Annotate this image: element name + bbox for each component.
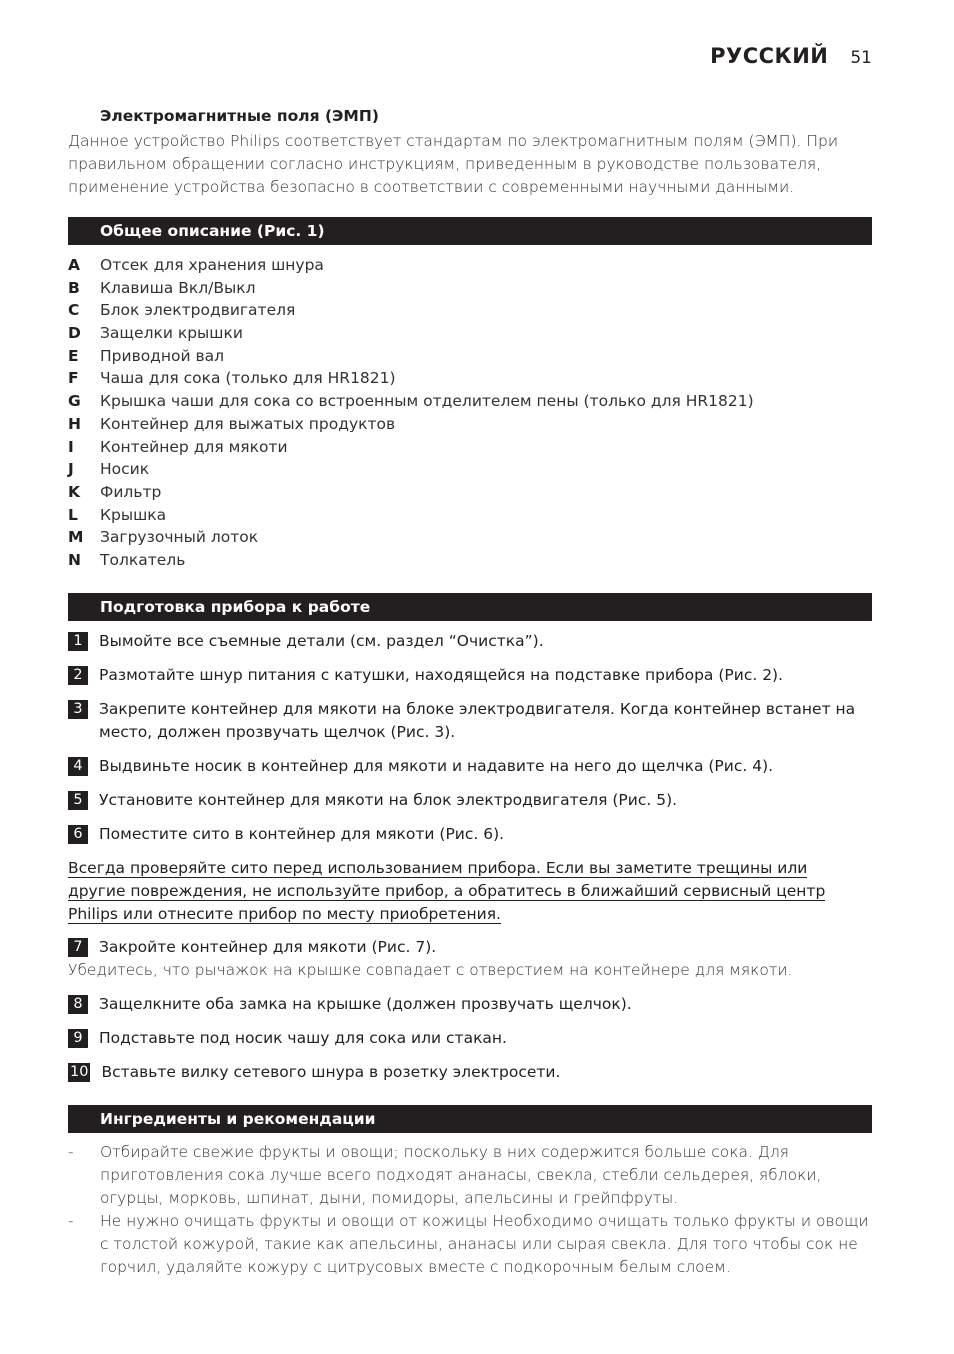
part-letter: H [68, 414, 81, 433]
warning-text: Всегда проверяйте сито перед использованием прибора. Если вы заметите трещины или другие повреждения, не используйте прибор, а обратитесь в ближайший сервисный центр Philips или отнесите прибор по месту приобретения. [68, 859, 826, 923]
step-item [68, 698, 872, 744]
section-bar-ingredients: Ингредиенты и рекомендации [68, 1105, 872, 1133]
part-text: Защелки крышки [100, 324, 243, 343]
part-text: Фильтр [100, 482, 162, 501]
part-letter: N [68, 550, 81, 569]
step-item [68, 936, 872, 959]
step-text: Защелкните оба замка на крышке (должен прозвучать щелчок). [99, 995, 632, 1013]
part-text: Носик [100, 460, 150, 479]
part-item [68, 390, 868, 413]
step-number: 2 [68, 666, 88, 685]
step-item [68, 1061, 872, 1084]
part-letter: C [68, 301, 80, 320]
part-text: Крышка чаши для сока со встроенным отделителем пены (только для HR1821) [100, 392, 754, 411]
step-text: Поместите сито в контейнер для мякоти (Рис. 6). [99, 825, 505, 843]
page-number: 51 [850, 48, 872, 68]
tip-text: Не нужно очищать фрукты и овощи от кожицы Необходимо очищать только фрукты и овощи с толстой кожурой, такие как апельсины, ананасы или сырая свекла. Для того чтобы сок не горчил, удаляйте кожуру с цитрусовых вместе с подкорочным белым слоем. [100, 1212, 869, 1276]
step-item [68, 823, 872, 846]
sieve-warning [68, 857, 868, 926]
step-number: 6 [68, 825, 88, 844]
section-bar-preparation: Подготовка прибора к работе [68, 593, 872, 621]
tip-item [68, 1210, 872, 1279]
part-letter: F [68, 369, 79, 388]
step-text: Подставьте под носик чашу для сока или стакан. [99, 1029, 507, 1047]
part-item [68, 458, 868, 481]
part-text: Контейнер для мякоти [100, 437, 288, 456]
tip-item [68, 1141, 872, 1210]
part-item [68, 481, 868, 504]
part-text: Клавиша Вкл/Выкл [100, 278, 256, 297]
part-text: Чаша для сока (только для HR1821) [100, 369, 396, 388]
step-number: 5 [68, 791, 88, 810]
part-item [68, 322, 868, 345]
tip-text: Отбирайте свежие фрукты и овощи; поскольку в них содержится больше сока. Для приготовления сока лучше всего подходят ананасы, свекла, стебли сельдерея, яблоки, огурцы, морковь, шпинат, дыни, помидоры, апельсины и грейпфруты. [100, 1143, 822, 1207]
part-letter: A [68, 256, 80, 274]
tips-list [68, 1141, 872, 1279]
step-number: 7 [68, 938, 88, 957]
step-number: 3 [68, 700, 88, 719]
part-item [68, 345, 868, 368]
part-text: Контейнер для выжатых продуктов [100, 414, 396, 433]
step-text: Выдвиньте носик в контейнер для мякоти и надавите на него до щелчка (Рис. 4). [99, 757, 774, 775]
step-text: Вымойте все съемные детали (см. раздел “Очистка”). [99, 632, 544, 650]
part-item [68, 526, 868, 549]
part-text: Блок электродвигателя [100, 301, 296, 320]
step-text: Установите контейнер для мякоти на блок электродвигателя (Рис. 5). [99, 791, 678, 809]
part-item [68, 254, 868, 277]
step-item [68, 1027, 872, 1050]
part-text: Отсек для хранения шнура [100, 256, 324, 274]
part-letter: J [68, 460, 74, 479]
tip-dash: - [68, 1212, 74, 1230]
step-number: 4 [68, 757, 88, 776]
language-label: РУССКИЙ [710, 44, 829, 68]
parts-list [68, 254, 868, 572]
page-header [710, 44, 872, 68]
part-text: Приводной вал [100, 346, 225, 365]
part-item [68, 413, 868, 436]
part-letter: K [68, 482, 81, 501]
step-text: Закройте контейнер для мякоти (Рис. 7). [99, 938, 437, 956]
emp-paragraph: Данное устройство Philips соответствует стандартам по электромагнитным полям (ЭМП). При правильном обращении согласно инструкциям, приведенным в руководстве пользователя, применение устройства безопасно в соответствии с современными научными данными. [68, 132, 839, 196]
emp-heading: Электромагнитные поля (ЭМП) [100, 107, 379, 125]
tip-dash: - [68, 1143, 74, 1161]
part-text: Крышка [100, 505, 167, 524]
step-item [68, 789, 872, 812]
step-text: Размотайте шнур питания с катушки, находящейся на подставке прибора (Рис. 2). [99, 666, 784, 684]
step-number: 1 [68, 632, 88, 651]
step-number: 10 [70, 1064, 89, 1080]
part-text: Загрузочный лоток [100, 528, 259, 547]
step-note: Убедитесь, что рычажок на крышке совпадает с отверстием на контейнере для мякоти. [68, 961, 793, 979]
part-item [68, 367, 868, 390]
part-letter: B [68, 278, 80, 297]
part-item [68, 277, 868, 300]
step-item [68, 664, 872, 687]
step-number: 9 [68, 1029, 88, 1048]
step-number: 8 [68, 995, 88, 1014]
part-letter: I [68, 437, 74, 456]
part-letter: M [68, 528, 84, 547]
part-text: Толкатель [100, 550, 186, 569]
part-letter: G [68, 392, 81, 411]
step-text: Вставьте вилку сетевого шнура в розетку электросети. [101, 1063, 561, 1081]
step-item [68, 993, 872, 1016]
part-letter: L [68, 505, 78, 524]
part-item [68, 504, 868, 527]
part-item [68, 299, 868, 322]
section-bar-general-description: Общее описание (Рис. 1) [68, 217, 872, 245]
step-item [68, 755, 872, 778]
part-item [68, 549, 868, 572]
preparation-steps [68, 630, 872, 1095]
step-text: Закрепите контейнер для мякоти на блоке электродвигателя. Когда контейнер встанет на место, должен прозвучать щелчок (Рис. 3). [99, 700, 856, 741]
part-item [68, 436, 868, 459]
part-letter: E [68, 346, 79, 365]
step-item [68, 630, 872, 653]
part-letter: D [68, 324, 81, 343]
